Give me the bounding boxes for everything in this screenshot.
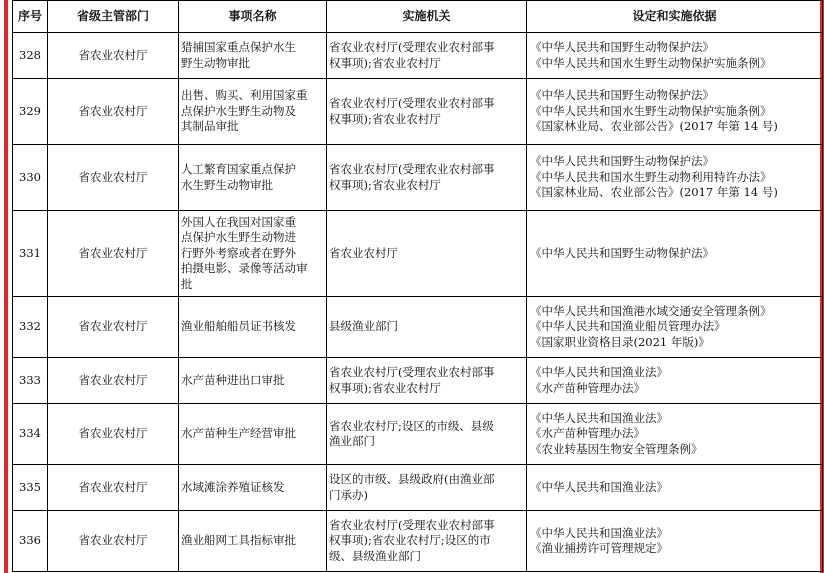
serial-number-cell: 328 xyxy=(13,33,48,79)
serial-number-cell: 331 xyxy=(13,211,48,297)
basis-line: 《中华人民共和国野生动物保护法》 xyxy=(530,245,714,260)
legal-basis-cell xyxy=(527,33,823,79)
item-line: 批 xyxy=(181,276,193,291)
agency-line: 省农业农村厅(受理农业农村部事 xyxy=(329,517,495,532)
basis-line: 《水产苗种管理办法》 xyxy=(530,380,645,395)
item-name-cell xyxy=(179,465,327,511)
department-cell: 省农业农村厅 xyxy=(48,358,179,404)
legal-basis-cell xyxy=(527,211,823,297)
agency-line: 设区的市级、县级政府(由渔业部 xyxy=(329,472,495,486)
table-row xyxy=(13,297,823,358)
department-cell: 省农业农村厅 xyxy=(48,79,179,145)
table-row xyxy=(13,33,823,79)
table-header-row xyxy=(13,1,823,33)
basis-line: 《国家林业局、农业部公告》(2017 年第 14 号) xyxy=(530,119,778,134)
agency-line: 县级渔业部门 xyxy=(329,319,398,334)
agency-line: 省农业农村厅(受理农业农村部事 xyxy=(329,96,495,110)
item-name-cell xyxy=(179,211,327,297)
implementing-agency-cell xyxy=(327,33,527,79)
basis-line: 《中华人民共和国水生野生动物保护实施条例》 xyxy=(530,55,772,70)
item-line: 其制品审批 xyxy=(181,119,239,134)
item-line: 渔业船舶船员证书核发 xyxy=(181,319,296,334)
legal-basis-cell xyxy=(527,145,823,211)
item-name-cell xyxy=(179,358,327,404)
department-cell: 省农业农村厅 xyxy=(48,465,179,511)
agency-line: 权事项);省农业农村厅 xyxy=(329,55,441,70)
implementing-agency-cell xyxy=(327,297,527,358)
implementing-agency-cell xyxy=(327,465,527,511)
department-cell: 省农业农村厅 xyxy=(48,211,179,297)
table-row xyxy=(13,358,823,404)
legal-basis-cell xyxy=(527,79,823,145)
serial-number-cell: 329 xyxy=(13,79,48,145)
agency-line: 渔业部门 xyxy=(329,434,375,448)
implementing-agency-cell xyxy=(327,145,527,211)
basis-line: 《中华人民共和国野生动物保护法》 xyxy=(530,154,714,169)
item-line: 点保护水生野生动物及 xyxy=(181,103,296,118)
item-name-cell xyxy=(179,511,327,572)
implementing-agency-cell xyxy=(327,511,527,572)
administrative-items-table xyxy=(12,0,823,572)
item-name-cell xyxy=(179,79,327,145)
basis-line: 《中华人民共和国水生野生动物保护实施条例》 xyxy=(530,103,772,118)
basis-line: 《中华人民共和国渔业法》 xyxy=(530,525,668,540)
legal-basis-cell xyxy=(527,404,823,465)
basis-line: 《中华人民共和国渔业法》 xyxy=(530,410,668,425)
legal-basis-cell xyxy=(527,511,823,572)
agency-line: 门承办) xyxy=(329,487,368,502)
agency-line: 省农业农村厅 xyxy=(329,245,398,260)
item-line: 出售、购买、利用国家重 xyxy=(181,88,308,103)
item-line: 拍摄电影、录像等活动审 xyxy=(181,261,308,276)
basis-line: 《渔业捕捞许可管理规定》 xyxy=(530,541,668,555)
implementing-agency-cell xyxy=(327,404,527,465)
serial-number-cell: 335 xyxy=(13,465,48,511)
basis-line: 《中华人民共和国渔业法》 xyxy=(530,365,668,379)
header-legal-basis: 设定和实施依据 xyxy=(527,1,823,33)
table-row xyxy=(13,511,823,572)
item-line: 渔业船网工具指标审批 xyxy=(181,533,296,548)
header-implementing-agency: 实施机关 xyxy=(327,1,527,33)
item-line: 水产苗种生产经营审批 xyxy=(181,426,296,441)
item-line: 水生野生动物审批 xyxy=(181,177,273,192)
basis-line: 《国家职业资格目录(2021 年版)》 xyxy=(530,334,710,349)
item-line: 外国人在我国对国家重 xyxy=(181,214,296,229)
agency-line: 权事项);省农业农村厅 xyxy=(329,380,441,395)
department-cell: 省农业农村厅 xyxy=(48,511,179,572)
item-name-cell xyxy=(179,33,327,79)
implementing-agency-cell xyxy=(327,79,527,145)
item-line: 人工繁育国家重点保护 xyxy=(181,162,296,176)
basis-line: 《中华人民共和国渔港水域交通安全管理条例》 xyxy=(530,303,772,318)
basis-line: 《中华人民共和国渔业法》 xyxy=(530,479,668,494)
agency-line: 权事项);省农业农村厅 xyxy=(329,177,441,192)
agency-line: 级、县级渔业部门 xyxy=(329,548,421,563)
department-cell: 省农业农村厅 xyxy=(48,145,179,211)
agency-line: 省农业农村厅(受理农业农村部事 xyxy=(329,365,495,379)
serial-number-cell: 333 xyxy=(13,358,48,404)
item-line: 猎捕国家重点保护水生 xyxy=(181,40,296,54)
item-line: 野生动物审批 xyxy=(181,55,250,70)
table-row xyxy=(13,145,823,211)
agency-line: 权事项);省农业农村厅;设区的市 xyxy=(329,533,491,548)
table-row xyxy=(13,79,823,145)
left-red-border xyxy=(4,0,8,573)
item-name-cell xyxy=(179,297,327,358)
header-serial-number: 序号 xyxy=(13,1,48,33)
serial-number-cell: 334 xyxy=(13,404,48,465)
agency-line: 省农业农村厅;设区的市级、县级 xyxy=(329,418,494,433)
agency-line: 权事项);省农业农村厅 xyxy=(329,111,441,126)
serial-number-cell: 332 xyxy=(13,297,48,358)
basis-line: 《农业转基因生物安全管理条例》 xyxy=(530,441,703,456)
basis-line: 《水产苗种管理办法》 xyxy=(530,426,645,441)
item-line: 水域滩涂养殖证核发 xyxy=(181,479,285,494)
legal-basis-cell xyxy=(527,465,823,511)
item-line: 水产苗种进出口审批 xyxy=(181,372,285,387)
department-cell: 省农业农村厅 xyxy=(48,404,179,465)
serial-number-cell: 336 xyxy=(13,511,48,572)
table-row xyxy=(13,465,823,511)
basis-line: 《中华人民共和国水生野生动物利用特许办法》 xyxy=(530,169,772,184)
basis-line: 《中华人民共和国野生动物保护法》 xyxy=(530,40,714,54)
agency-line: 省农业农村厅(受理农业农村部事 xyxy=(329,40,495,54)
header-item-name: 事项名称 xyxy=(179,1,327,33)
table-body xyxy=(13,33,823,572)
basis-line: 《中华人民共和国野生动物保护法》 xyxy=(530,88,714,103)
legal-basis-cell xyxy=(527,358,823,404)
item-name-cell xyxy=(179,404,327,465)
legal-basis-cell xyxy=(527,297,823,358)
agency-line: 省农业农村厅(受理农业农村部事 xyxy=(329,162,495,176)
item-name-cell xyxy=(179,145,327,211)
item-line: 行野外考察或者在野外 xyxy=(181,245,296,260)
header-department: 省级主管部门 xyxy=(48,1,179,33)
serial-number-cell: 330 xyxy=(13,145,48,211)
basis-line: 《中华人民共和国渔业船员管理办法》 xyxy=(530,319,726,334)
item-line: 点保护水生野生动物进 xyxy=(181,230,296,245)
table-row xyxy=(13,211,823,297)
department-cell: 省农业农村厅 xyxy=(48,297,179,358)
department-cell: 省农业农村厅 xyxy=(48,33,179,79)
table-row xyxy=(13,404,823,465)
basis-line: 《国家林业局、农业部公告》(2017 年第 14 号) xyxy=(530,185,778,200)
implementing-agency-cell xyxy=(327,358,527,404)
implementing-agency-cell xyxy=(327,211,527,297)
